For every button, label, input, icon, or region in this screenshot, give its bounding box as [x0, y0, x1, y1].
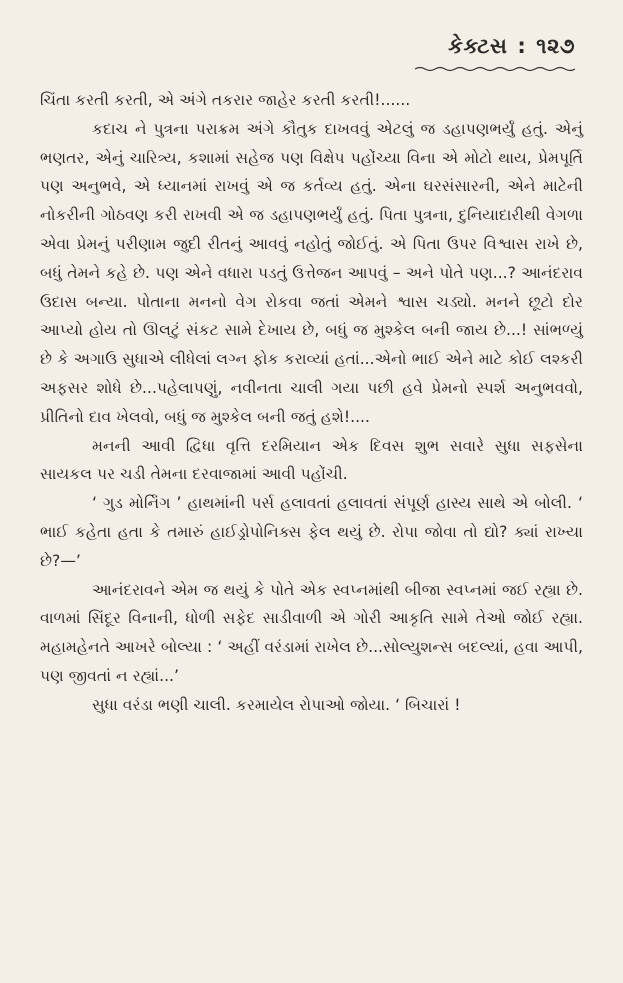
page-number: ૧૨૭ [536, 34, 575, 58]
header-separator: : [517, 34, 527, 58]
paragraph: કદાચ ને પુત્રના પરાક્રમ અંગે કૌતુક દાખવવું એટલું જ ડહાપણભર્યું હતું. એનું ભણતર, એનું ચારિત્ર્ય, કશામાં સહેજ પણ વિક્ષેપ પહોંચ્યા વિના એ મોટો થાય, પ્રેમપૂર્તિ પણ અનુભવે, એ ધ્યાનમાં રાખવું એ જ કર્તવ્ય હતું. એના ઘરસંસારની, એને માટેની નોકરીની ગોઠવણ કરી રાખવી એ જ ડહાપણભર્યું હતું. પિતા પુત્રના, દુનિયાદારીથી વેગળા એવા પ્રેમનું પરીણામ જુદી રીતનું આવવું નહોતું જોઈતું. એ પિતા ઉપર વિશ્વાસ રાખે છે, બધું તેમને કહે છે. પણ એને વધારા પડતું ઉત્તેજન આપવું – અને પોતે પણ...? આનંદરાવ ઉદાસ બન્યા. પોતાના મનનો વેગ રોકવા જતાં એમને શ્વાસ ચડ્યો. મનને છૂટો દોર આપ્યો હોય તો ઊલટું સંકટ સામે દેખાય છે, બધું જ મુશ્કેલ બની જાય છે...! સાંભળ્યું છે કે અગાઉ સુધાએ લીધેલાં લગ્ન ફોક કરાવ્યાં હતાં...એનો ભાઈ એને માટે કોઈ લશ્કરી અફસર શોધે છે...પહેલાપણું, નવીનતા ચાલી ગયા પછી હવે પ્રેમનો સ્પર્શ અનુભવવો, પ્રીતિનો દાવ ખેલવો, બધું જ મુશ્કેલ બની જતું હશે!.... [40, 119, 583, 426]
body-text [40, 86, 583, 720]
book-title: કેક્ટસ [448, 34, 508, 58]
decorative-wavy-rule [415, 66, 575, 72]
paragraph: ચિંતા કરતી કરતી, એ અંગે તકરાર જાહેર કરતી કરતી!...... [40, 91, 411, 109]
paragraph: આનંદરાવને એમ જ થયું કે પોતે એક સ્વપ્નમાંથી બીજા સ્વપ્નમાં જઈ રહ્યા છે. વાળમાં સિંદૂર વિનાની, ધોળી સફેદ સાડીવાળી એ ગોરી આકૃતિ સામે તેઓ જોઈ રહ્યા. મહામહેનતે આખરે બોલ્યા : ‘ અહીં વરંડામાં રાખેલ છે...સોલ્યુશન્સ બદલ્યાં, હવા આપી, પણ જીવતાં ન રહ્યાં...’ [40, 580, 583, 685]
paragraph: ‘ ગુડ મોર્નિંગ ’ હાથમાંની પર્સ હલાવતાં હલાવતાં સંપૂર્ણ હાસ્ય સાથે એ બોલી. ‘ ભાઈ કહેતા હતા કે તમારું હાઈડ્રોપોનિક્સ ફેલ થયું છે. રોપા જોવા તો દ્યો? ક્યાં રાખ્યા છે?—’ [40, 494, 583, 570]
paragraph: મનની આવી દ્વિધા વૃત્તિ દરમિયાન એક દિવસ શુભ સવારે સુધા સફસેના સાયકલ પર ચડી તેમના દરવાજામાં આવી પહોંચી. [40, 436, 583, 484]
paragraph: સુધા વરંડા ભણી ચાલી. કરમાયેલ રોપાઓ જોયા. ‘ બિચારાં ! [92, 695, 461, 714]
running-header [448, 34, 575, 59]
